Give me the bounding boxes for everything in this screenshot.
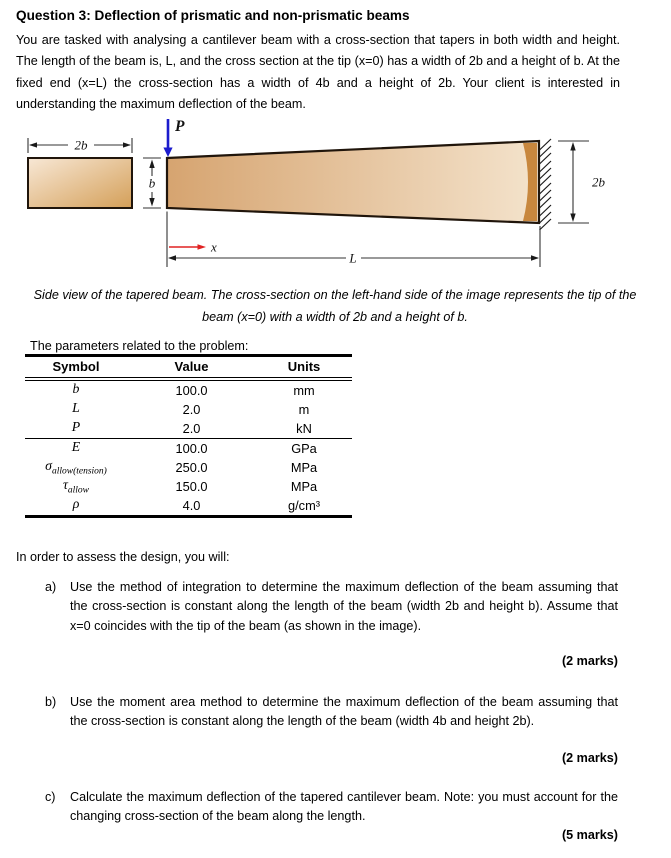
length-label: L <box>349 250 357 266</box>
value-tau-allow: 150.0 <box>175 479 208 494</box>
item-label-c: c) <box>45 790 56 804</box>
value-P: 2.0 <box>182 421 201 436</box>
table-row <box>25 496 352 517</box>
symbol-tau-allow: τ <box>62 477 68 493</box>
question-title: Question 3: Deflection of prismatic and non-prismatic beams <box>16 8 410 23</box>
tip-height-label: b <box>148 175 156 191</box>
tip-width-label: 2b <box>74 137 88 153</box>
units-b: mm <box>293 383 315 398</box>
units-E: GPa <box>256 439 352 459</box>
tip-width-dimension <box>28 138 132 154</box>
value-L: 2.0 <box>182 402 201 417</box>
fixed-height-label: 2b <box>592 174 605 190</box>
tip-cross-section <box>28 138 132 209</box>
col-header-symbol: Symbol <box>25 356 127 380</box>
item-text-c: Calculate the maximum deflection of the tapered cantilever beam. Note: you must account for the changing cross-section of the beam along the length. <box>70 790 618 824</box>
table-row: $\sigma_{allow(tension)}$ 250.0 MPa <box>25 458 352 477</box>
marks-a: (2 marks) <box>561 654 618 668</box>
load-label: P <box>175 118 185 135</box>
item-text-b: Use the moment area method to determine the maximum deflection of the beam assuming that the cross-section is constant along the length of the beam (width 4b and height 2b). <box>70 695 618 729</box>
load-arrow <box>163 118 185 157</box>
col-header-value: Value <box>127 356 256 380</box>
load-arrowhead <box>163 148 172 158</box>
list-item-a <box>45 578 618 636</box>
marks-b: (2 marks) <box>561 751 618 765</box>
units-sigma-allow: MPa <box>290 460 318 475</box>
fixed-height-dimension <box>558 141 606 223</box>
item-label-b: b) <box>45 695 57 709</box>
symbol-P: P <box>71 419 81 435</box>
table-row <box>25 439 352 459</box>
table-row <box>25 419 352 439</box>
tapered-beam <box>167 141 539 223</box>
length-dimension <box>168 251 539 266</box>
table-header-row <box>25 356 352 380</box>
value-E: 100.0 <box>127 439 256 459</box>
symbol-b: b <box>72 381 80 397</box>
units-rho: g/cm³ <box>288 498 320 513</box>
list-item-c <box>45 788 618 827</box>
symbol-rho: ρ <box>72 496 80 512</box>
axis-arrowhead <box>198 244 207 250</box>
cross-section-rect <box>28 158 132 208</box>
axis-label: x <box>211 239 217 255</box>
units-tau-allow: MPa <box>290 479 318 494</box>
table-row <box>25 400 352 419</box>
value-rho: 4.0 <box>182 498 201 513</box>
units-L: m <box>298 402 310 417</box>
assessment-intro: In order to assess the design, you will: <box>16 550 230 564</box>
symbol-E: E <box>71 439 81 455</box>
item-text-a: Use the method of integration to determine the maximum deflection of the beam assuming that the cross-section is constant along the length of the beam (width 2b and height b). Assume that x=0 coincides with the tip of the beam (as shown in the image). <box>70 580 618 633</box>
tip-height-dimension <box>143 158 161 208</box>
symbol-sigma-allow: σ <box>45 458 52 474</box>
value-sigma-allow: 250.0 <box>175 460 208 475</box>
intro-paragraph: You are tasked with analysing a cantilever beam with a cross-section that tapers in both width and height. The length of the beam is, L, and the cross section at the tip (x=0) has a width of 2b and a height of b. At the fixed end (x=L) the cross-section has a width of 4b and a height of 2b. Your client is interested in understanding the maximum deflection of the beam. <box>16 33 620 111</box>
units-P: kN <box>296 421 312 436</box>
table-row: $\tau_{allow}$ 150.0 MPa <box>25 477 352 496</box>
fixed-support-hatching <box>540 139 552 230</box>
beam-figure <box>0 112 671 272</box>
list-item-b <box>45 693 618 732</box>
value-b: 100.0 <box>175 383 208 398</box>
axis-arrow <box>169 240 217 255</box>
table-row <box>25 379 352 400</box>
marks-c: (5 marks) <box>561 828 618 842</box>
figure-caption: Side view of the tapered beam. The cross-section on the left-hand side of the image represents the tip of the beam (x=0) with a width of 2b and a height of b. <box>33 288 637 324</box>
col-header-units: Units <box>256 356 352 380</box>
item-label-a: a) <box>45 580 57 594</box>
symbol-L: L <box>72 400 80 416</box>
parameters-table <box>25 354 352 518</box>
table-intro: The parameters related to the problem: <box>30 339 249 353</box>
